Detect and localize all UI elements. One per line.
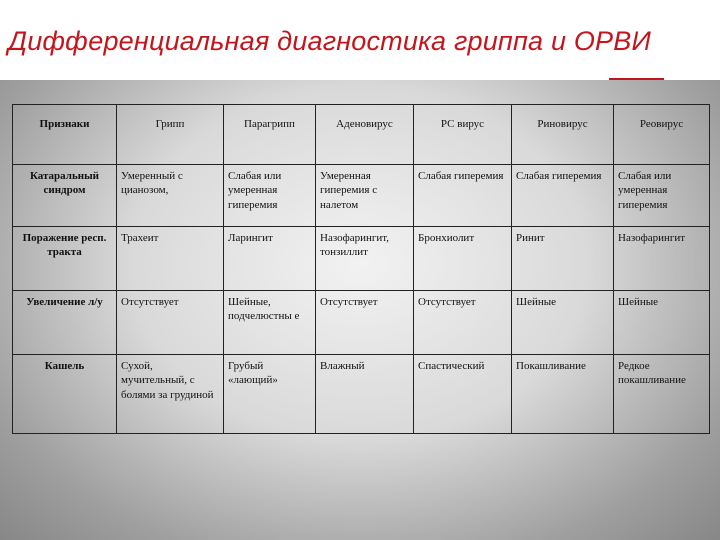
table-cell: Умеренная гиперемия с налетом (316, 165, 414, 227)
table-row (13, 227, 710, 291)
table-row (13, 165, 710, 227)
table-header-row (13, 105, 710, 165)
column-header: Реовирус (614, 105, 710, 165)
column-header: Риновирус (512, 105, 614, 165)
column-header: Парагрипп (224, 105, 316, 165)
table-cell: Грубый «лающий» (224, 355, 316, 434)
table-cell: Покашливание (512, 355, 614, 434)
table-cell: Слабая гиперемия (512, 165, 614, 227)
table-cell: Отсутствует (117, 291, 224, 355)
table-row (13, 355, 710, 434)
table-cell: Назофарингит, тонзиллит (316, 227, 414, 291)
table-cell: Спастический (414, 355, 512, 434)
table-cell: Слабая или умеренная гиперемия (224, 165, 316, 227)
table-cell: Слабая гиперемия (414, 165, 512, 227)
table-cell: Редкое покашливание (614, 355, 710, 434)
table-cell: Влажный (316, 355, 414, 434)
table-cell: Назофарингит (614, 227, 710, 291)
row-header: Кашель (13, 355, 117, 434)
row-header: Поражение респ. тракта (13, 227, 117, 291)
table-cell: Трахеит (117, 227, 224, 291)
title-bar (0, 0, 720, 80)
column-header: РС вирус (414, 105, 512, 165)
table-cell: Сухой, мучительный, с болями за грудиной (117, 355, 224, 434)
table-cell: Шейные, подчелюстны е (224, 291, 316, 355)
row-header: Увеличение л/у (13, 291, 117, 355)
table-cell: Слабая или умеренная гиперемия (614, 165, 710, 227)
column-header: Признаки (13, 105, 117, 165)
table-cell: Шейные (512, 291, 614, 355)
table-cell: Бронхиолит (414, 227, 512, 291)
row-header: Катаральный синдром (13, 165, 117, 227)
column-header: Грипп (117, 105, 224, 165)
table-cell: Умеренный с цианозом, (117, 165, 224, 227)
table-cell: Отсутствует (316, 291, 414, 355)
table-cell: Отсутствует (414, 291, 512, 355)
table-cell: Ларингит (224, 227, 316, 291)
table-row (13, 291, 710, 355)
table-cell: Ринит (512, 227, 614, 291)
page-title: Дифференциальная диагностика гриппа и ОРВИ (8, 26, 651, 56)
table-cell: Шейные (614, 291, 710, 355)
column-header: Аденовирус (316, 105, 414, 165)
diagnosis-table (12, 104, 710, 434)
